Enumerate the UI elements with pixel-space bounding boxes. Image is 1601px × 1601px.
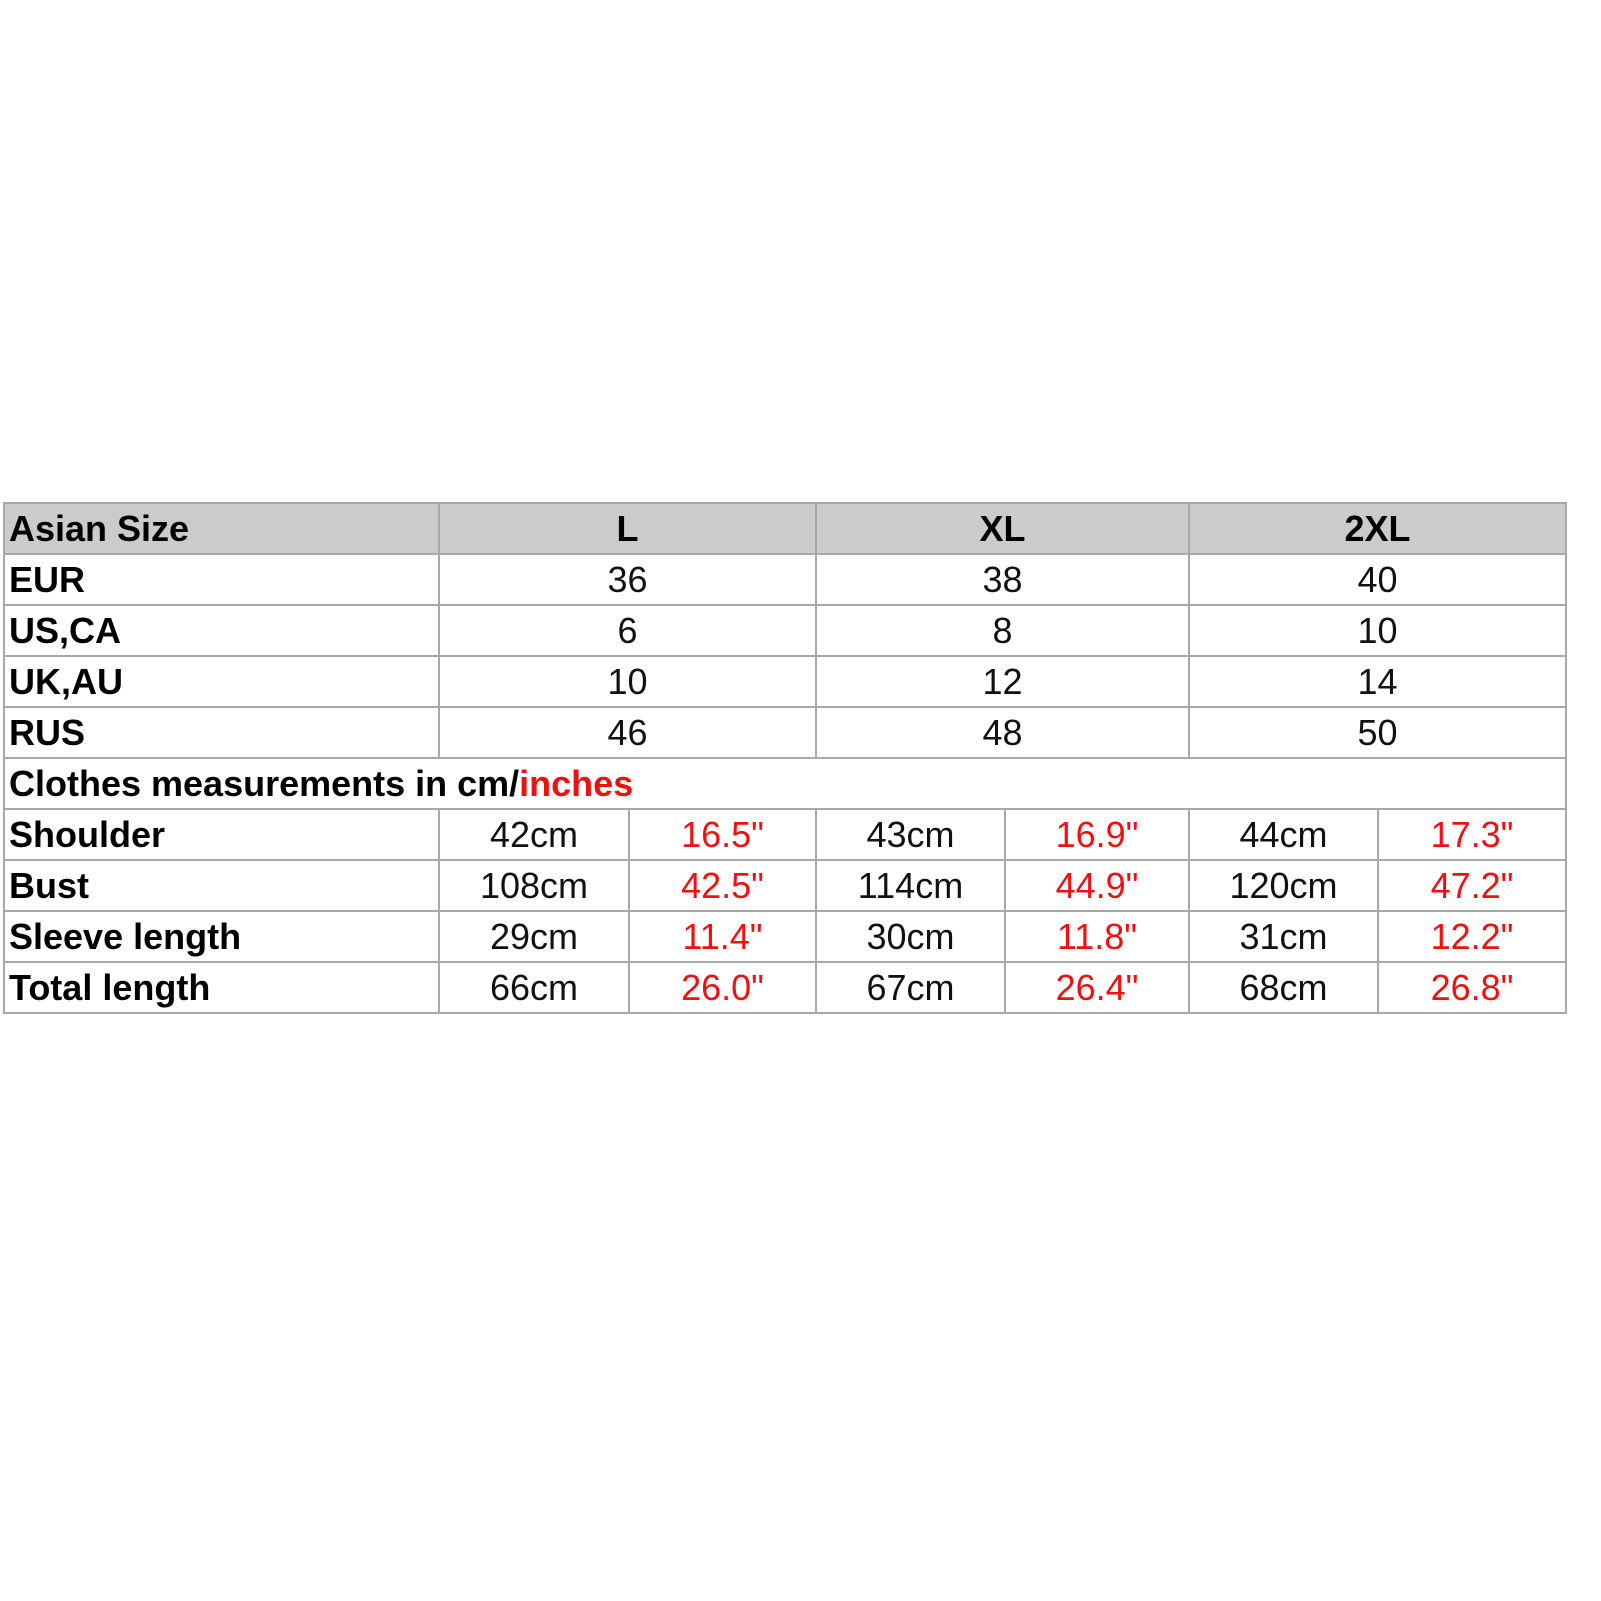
row-label: Shoulder [4, 809, 439, 860]
inch-value: 26.4" [1005, 962, 1189, 1013]
size-value: 46 [439, 707, 816, 758]
size-value: 36 [439, 554, 816, 605]
row-label: EUR [4, 554, 439, 605]
inch-value: 47.2" [1378, 860, 1566, 911]
cm-value: 108cm [439, 860, 629, 911]
cm-value: 42cm [439, 809, 629, 860]
size-header: XL [816, 503, 1189, 554]
measurement-row [4, 860, 1566, 911]
row-label: Total length [4, 962, 439, 1013]
conversion-row [4, 707, 1566, 758]
cm-value: 66cm [439, 962, 629, 1013]
inch-value: 26.8" [1378, 962, 1566, 1013]
inch-value: 16.9" [1005, 809, 1189, 860]
cm-value: 44cm [1189, 809, 1378, 860]
inch-value: 12.2" [1378, 911, 1566, 962]
size-value: 14 [1189, 656, 1566, 707]
cm-value: 31cm [1189, 911, 1378, 962]
cm-value: 120cm [1189, 860, 1378, 911]
conversion-row [4, 605, 1566, 656]
cm-value: 43cm [816, 809, 1005, 860]
inch-value: 42.5" [629, 860, 816, 911]
measurements-title [4, 758, 1566, 809]
row-label: Bust [4, 860, 439, 911]
size-value: 40 [1189, 554, 1566, 605]
cm-value: 68cm [1189, 962, 1378, 1013]
measurement-row [4, 911, 1566, 962]
cm-value: 30cm [816, 911, 1005, 962]
cm-value: 114cm [816, 860, 1005, 911]
size-value: 10 [1189, 605, 1566, 656]
size-value: 48 [816, 707, 1189, 758]
measurements-title-inches: inches [519, 762, 634, 804]
cm-value: 67cm [816, 962, 1005, 1013]
row-label: RUS [4, 707, 439, 758]
cm-value: 29cm [439, 911, 629, 962]
conversion-row [4, 554, 1566, 605]
header-label: Asian Size [4, 503, 439, 554]
inch-value: 44.9" [1005, 860, 1189, 911]
measurement-row [4, 962, 1566, 1013]
header-row [4, 503, 1566, 554]
row-label: US,CA [4, 605, 439, 656]
size-value: 10 [439, 656, 816, 707]
measurements-title-row [4, 758, 1566, 809]
inch-value: 17.3" [1378, 809, 1566, 860]
size-value: 12 [816, 656, 1189, 707]
size-value: 38 [816, 554, 1189, 605]
measurement-row [4, 809, 1566, 860]
inch-value: 16.5" [629, 809, 816, 860]
size-header: 2XL [1189, 503, 1566, 554]
inch-value: 11.8" [1005, 911, 1189, 962]
inch-value: 11.4" [629, 911, 816, 962]
size-chart-table [3, 502, 1567, 1014]
measurements-title-text: Clothes measurements in cm/ [9, 762, 520, 804]
row-label: UK,AU [4, 656, 439, 707]
size-value: 50 [1189, 707, 1566, 758]
size-value: 8 [816, 605, 1189, 656]
conversion-row [4, 656, 1566, 707]
size-value: 6 [439, 605, 816, 656]
inch-value: 26.0" [629, 962, 816, 1013]
size-header: L [439, 503, 816, 554]
row-label: Sleeve length [4, 911, 439, 962]
